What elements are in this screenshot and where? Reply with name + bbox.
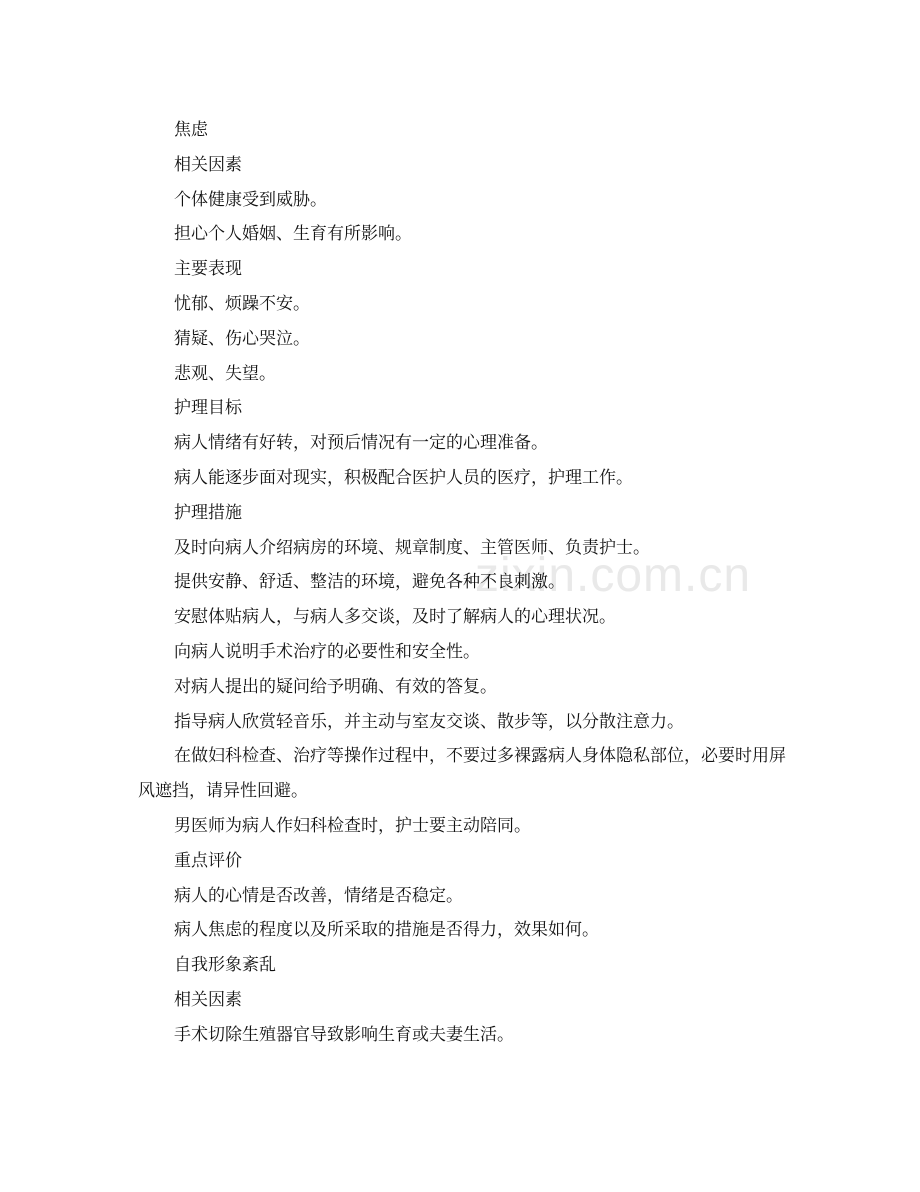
text-line: 安慰体贴病人，与病人多交谈，及时了解病人的心理状况。: [174, 607, 616, 628]
text-line: 猜疑、伤心哭泣。: [174, 328, 310, 349]
text-line: 个体健康受到威胁。: [174, 189, 327, 210]
document-body: [138, 113, 788, 1053]
text-line: 病人情绪有好转，对预后情况有一定的心理准备。: [174, 433, 548, 454]
text-line: 手术切除生殖器官导致影响生育或夫妻生活。: [174, 1024, 514, 1045]
section-heading: 焦虑: [174, 120, 208, 140]
subsection-heading: 相关因素: [174, 989, 242, 1010]
watermark: zixin.com.cn: [475, 549, 752, 602]
text-line: 忧郁、烦躁不安。: [174, 293, 310, 314]
text-line: 病人能逐步面对现实，积极配合医护人员的医疗，护理工作。: [174, 467, 633, 488]
text-line: 担心个人婚姻、生育有所影响。: [174, 224, 412, 245]
subsection-heading: 护理措施: [174, 502, 242, 523]
text-line: 男医师为病人作妇科检查时，护士要主动陪同。: [174, 815, 531, 836]
text-line: 指导病人欣赏轻音乐，并主动与室友交谈、散步等，以分散注意力。: [174, 711, 684, 732]
text-paragraph: 在做妇科检查、治疗等操作过程中，不要过多裸露病人身体隐私部位，必要时用屏风遮挡，请异性回避。: [138, 746, 786, 802]
subsection-heading: 重点评价: [174, 850, 242, 871]
text-line: 对病人提出的疑问给予明确、有效的答复。: [174, 676, 497, 697]
text-line: 病人的心情是否改善，情绪是否稳定。: [174, 885, 463, 906]
section-heading: 自我形象紊乱: [174, 955, 276, 976]
text-line: 病人焦虑的程度以及所采取的措施是否得力，效果如何。: [174, 920, 599, 941]
subsection-heading: 相关因素: [174, 154, 242, 175]
text-line: 悲观、失望。: [174, 363, 276, 384]
text-line: 提供安静、舒适、整洁的环境，避免各种不良刺激。: [174, 572, 565, 593]
text-line: 向病人说明手术治疗的必要性和安全性。: [174, 641, 480, 662]
subsection-heading: 主要表现: [174, 259, 242, 280]
subsection-heading: 护理目标: [174, 398, 242, 419]
text-line: 及时向病人介绍病房的环境、规章制度、主管医师、负责护士。: [174, 537, 650, 558]
